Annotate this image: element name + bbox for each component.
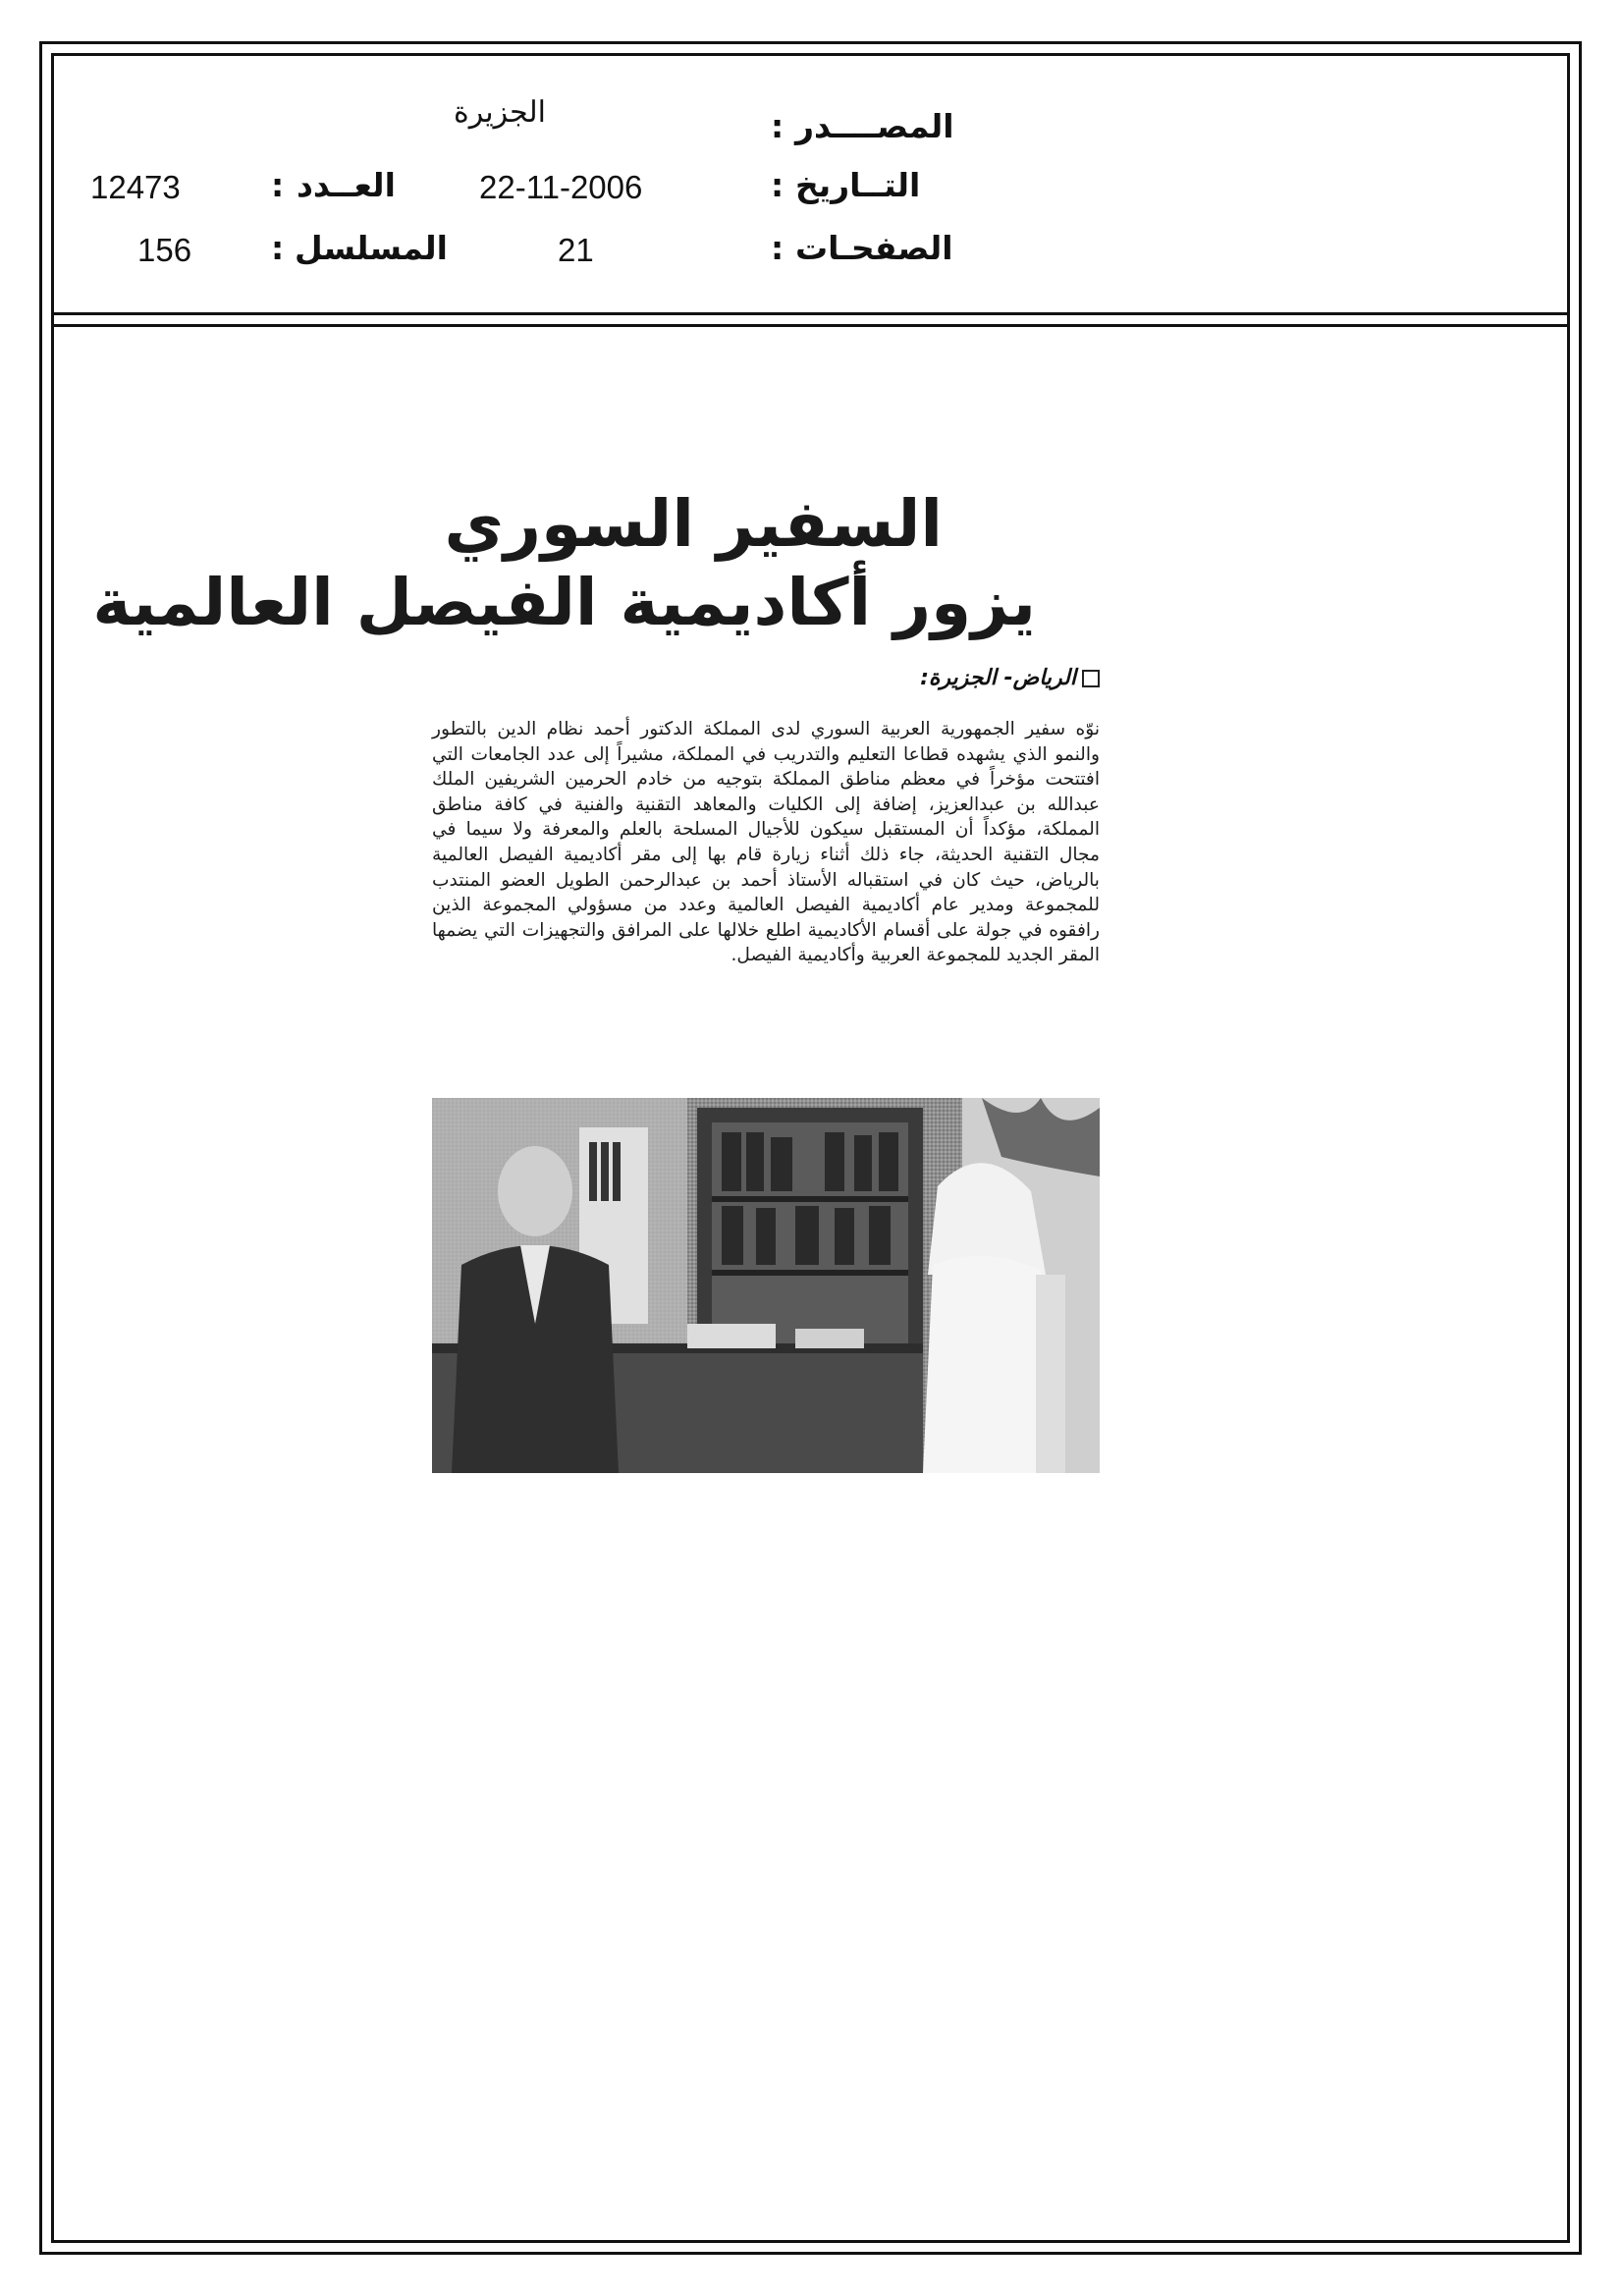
source-label: المصــــدر [795, 107, 954, 145]
date-colon: : [771, 166, 784, 204]
article-body: نوّه سفير الجمهورية العربية السوري لدى المملكة الدكتور أحمد نظام الدين بالتطور والنمو الذي يشهده قطاعا التعليم والتدريب في المملكة، مشيراً إلى عدد الجامعات التي افتتحت مؤخراً في معظم مناطق المملكة بتوجيه من خادم الحرمين الشريفين الملك عبدالله بن عبدالعزيز، إضافة إلى الكليات والمعاهد التقنية والفنية في كافة مناطق المملكة، مؤكداً أن المستقبل سيكون للأجيال المسلحة بالعلم والمعرفة ولا سيما في مجال التقنية الحديثة، جاء ذلك أثناء زيارة قام بها إلى مقر أكاديمية الفيصل العالمية بالرياض، حيث كان في استقباله الأستاذ أحمد بن عبدالرحمن الطويل العضو المنتدب للمجموعة ومدير عام أكاديمية الفيصل العالمية وعدد من مسؤولي المجموعة الذين رافقوه في جولة على أقسام الأكاديمية اطلع خلالها على المرافق والتجهيزات التي يضمها المقر الجديد للمجموعة العربية وأكاديمية الفيصل. [432, 719, 1100, 966]
headline-line-2: يزور أكاديمية الفيصل العالمية [92, 565, 1036, 640]
pages-colon: : [771, 229, 784, 267]
date-label: التــاريخ [795, 166, 921, 204]
article-photo [432, 1098, 1100, 1473]
issue-label: العــدد [297, 166, 396, 204]
header-divider [51, 312, 1570, 315]
dateline-text: الرياض- الجزيرة: [920, 666, 1076, 690]
issue-colon: : [271, 166, 285, 204]
issue-value: 12473 [90, 169, 181, 205]
serial-label: المسلسل [295, 229, 448, 267]
headline-line-1: السفير السوري [444, 486, 943, 562]
pages-value: 21 [558, 232, 594, 268]
source-colon: : [771, 107, 784, 145]
serial-value: 156 [137, 232, 192, 268]
dateline [835, 666, 1100, 690]
source-value: الجزيرة [454, 96, 547, 129]
serial-colon: : [271, 229, 285, 267]
date-value: 22-11-2006 [479, 169, 643, 205]
pages-label: الصفحـات [795, 229, 953, 267]
checkbox-bullet-icon [1082, 670, 1100, 687]
header-divider-inner [51, 324, 1570, 327]
